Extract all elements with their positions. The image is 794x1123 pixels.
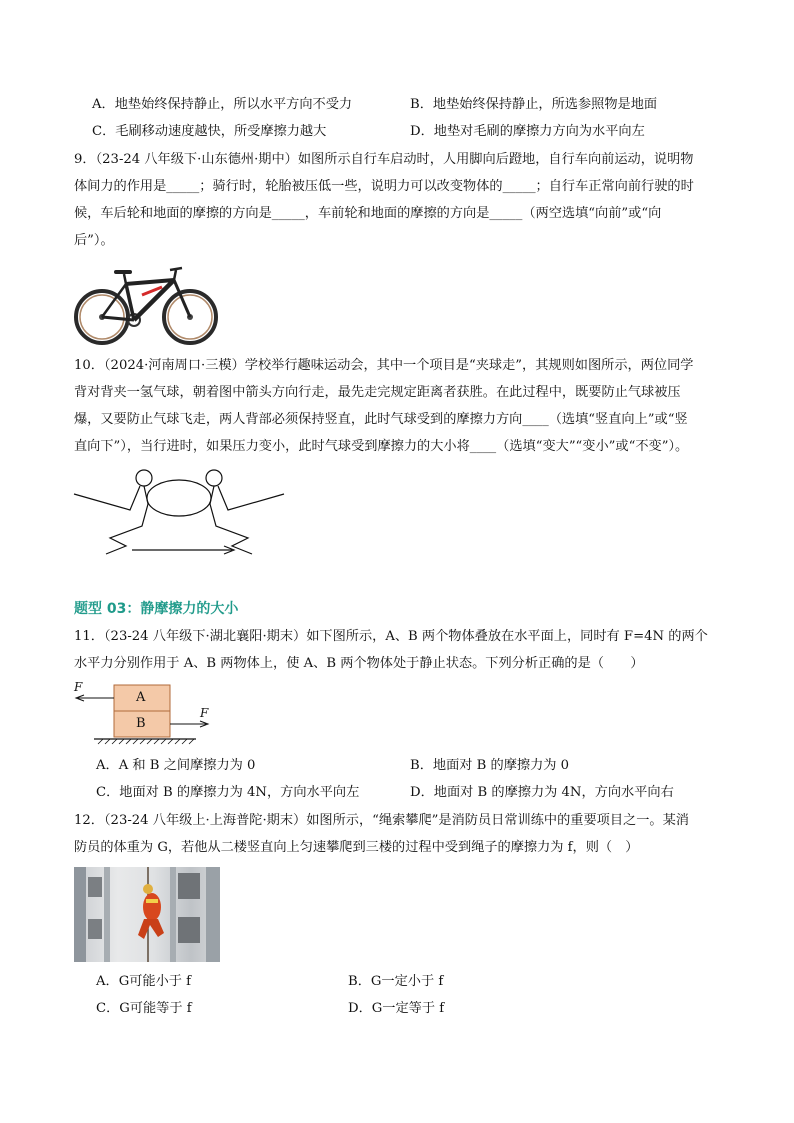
section-title: 题型 03：静摩擦力的大小 bbox=[74, 601, 239, 617]
bicycle-image bbox=[74, 262, 220, 348]
force-label-left: F bbox=[74, 680, 83, 694]
q9-line-4: 后”）。 bbox=[74, 233, 114, 248]
q9-line-3: 候，车后轮和地面的摩擦的方向是_____，车前轮和地面的摩擦的方向是_____（两空选填“向前”或“向 bbox=[74, 206, 662, 221]
q10-line-1: 10．（2024·河南周口·三模）学校举行趣味运动会，其中一个项目是“夹球走”，其规则如图所示，两位同学 bbox=[74, 358, 694, 373]
q11-option-d: D．地面对 B 的摩擦力为 4N，方向水平向右 bbox=[410, 785, 674, 800]
q8-option-c: C．毛刷移动速度越快，所受摩擦力越大 bbox=[92, 124, 327, 139]
q11-line-2: 水平力分别作用于 A、B 两物体上，使 A、B 两个物体处于静止状态。下列分析正确的是（ ） bbox=[74, 656, 644, 671]
block-b-label: B bbox=[136, 716, 146, 731]
force-label-right: F bbox=[200, 706, 209, 720]
q11-option-b: B．地面对 B 的摩擦力为 0 bbox=[410, 758, 570, 773]
q12-option-d: D．G一定等于 f bbox=[348, 1001, 445, 1016]
q11-line-1: 11．（23-24 八年级下·湖北襄阳·期末）如下图所示，A、B 两个物体叠放在水平面上，同时有 F=4N 的两个 bbox=[74, 629, 708, 644]
q10-line-4: 直向下”），当行进时，如果压力变小，此时气球受到摩擦力的大小将____（选填“变大”“变小”或“不变”）。 bbox=[74, 439, 689, 454]
q8-option-d: D．地垫对毛刷的摩擦力方向为水平向左 bbox=[410, 124, 645, 139]
firefighter-photo-graphics bbox=[74, 867, 220, 962]
q11-option-c: C．地面对 B 的摩擦力为 4N，方向水平向左 bbox=[96, 785, 360, 800]
q12-line-2: 防员的体重为 G，若他从二楼竖直向上匀速攀爬到三楼的过程中受到绳子的摩擦力为 f，则（ ） bbox=[74, 840, 639, 855]
q10-line-3: 爆，又要防止气球飞走，两人背部必须保持竖直，此时气球受到的摩擦力方向____（选填“竖直向上”或“竖 bbox=[74, 412, 688, 427]
firefighter-photo bbox=[74, 867, 220, 962]
q12-option-a: A．G可能小于 f bbox=[96, 974, 192, 989]
q11-option-a: A．A 和 B 之间摩擦力为 0 bbox=[96, 758, 256, 773]
q8-option-b: B．地垫始终保持静止，所选参照物是地面 bbox=[410, 97, 658, 112]
q10-line-2: 背对背夹一氢气球，朝着图中箭头方向行走，最先走完规定距离者获胜。在此过程中，既要防止气球被压 bbox=[74, 385, 681, 400]
q9-line-2: 体间力的作用是_____；骑行时，轮胎被压低一些，说明力可以改变物体的_____；自行车正常向前行驶的时 bbox=[74, 179, 694, 194]
balloon-diagram bbox=[72, 464, 292, 560]
q9-line-1: 9．（23-24 八年级下·山东德州·期中）如图所示自行车启动时，人用脚向后蹬地，自行车向前运动，说明物 bbox=[74, 152, 694, 167]
block-a-label: A bbox=[136, 690, 146, 705]
q12-option-b: B．G一定小于 f bbox=[348, 974, 444, 989]
blocks-diagram bbox=[72, 682, 212, 746]
q12-option-c: C．G可能等于 f bbox=[96, 1001, 192, 1016]
q12-line-1: 12．（23-24 八年级上·上海普陀·期末）如图所示，“绳索攀爬”是消防员日常训练中的重要项目之一。某消 bbox=[74, 813, 689, 828]
q8-option-a: A．地垫始终保持静止，所以水平方向不受力 bbox=[92, 97, 353, 112]
